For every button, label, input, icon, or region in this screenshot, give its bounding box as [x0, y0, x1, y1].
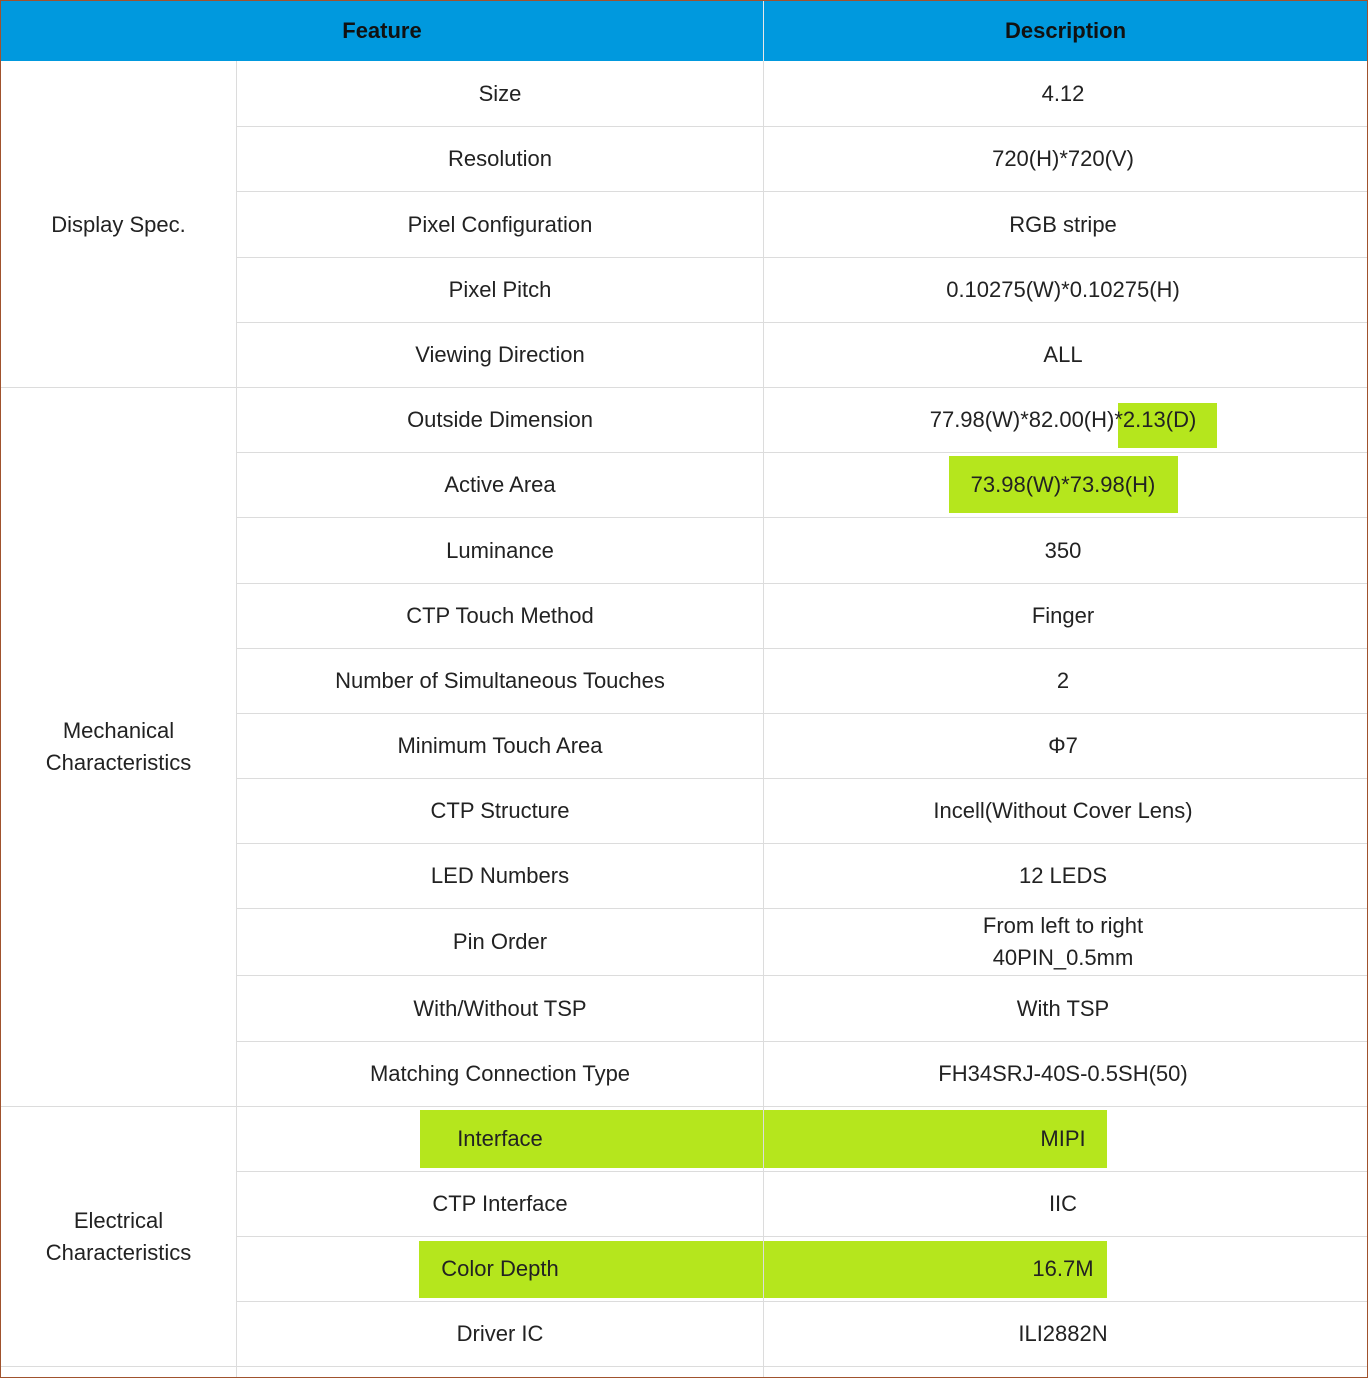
feature-cell: CTP Structure — [430, 798, 570, 823]
description-cell: Φ7 — [1048, 733, 1078, 758]
feature-cell: Matching Connection Type — [369, 1061, 631, 1086]
feature-cell: With/Without TSP — [413, 995, 587, 1021]
feature-cell: Number of Simultaneous Touches — [335, 668, 665, 693]
group-label-display-spec: Display Spec. — [51, 211, 186, 237]
feature-cell: Pin Order — [452, 929, 548, 954]
feature-cell: Viewing Direction — [415, 342, 585, 367]
feature-cell: Outside Dimension — [407, 407, 593, 432]
feature-cell: Pixel Pitch — [448, 277, 552, 302]
feature-cell: LED Numbers — [430, 863, 570, 888]
feature-cell: CTP Interface — [432, 1191, 568, 1216]
description-cell: Finger — [1031, 603, 1095, 628]
table-header — [1, 1, 1367, 61]
description-cell: ALL — [1043, 342, 1083, 367]
description-cell: 73.98(W)*73.98(H) — [970, 472, 1156, 497]
group-label-mechanical: Mechanical Characteristics — [45, 718, 192, 775]
group-label-electrical: Electrical Characteristics — [45, 1207, 192, 1265]
description-text: 77.98(W)*82.00(H) — [929, 407, 1115, 432]
feature-cell: Size — [478, 81, 522, 106]
description-cell: RGB stripe — [1009, 211, 1117, 237]
header-feature: Feature — [342, 18, 422, 43]
feature-cell: Driver IC — [456, 1321, 544, 1346]
description-cell: FH34SRJ-40S-0.5SH(50) — [938, 1061, 1188, 1086]
description-cell: Incell(Without Cover Lens) — [933, 798, 1193, 823]
feature-cell: Active Area — [444, 472, 556, 497]
description-cell: 16.7M — [1032, 1256, 1094, 1281]
description-cell: 0.10275(W)*0.10275(H) — [946, 277, 1180, 302]
description-highlight-text: *2.13(D) — [1114, 407, 1197, 432]
feature-cell: Interface — [457, 1126, 543, 1151]
description-cell: ILI2882N — [1018, 1321, 1108, 1346]
header-description: Description — [1004, 18, 1127, 43]
grid-hline-group-separator — [1, 1366, 1367, 1367]
description-cell: IIC — [1048, 1191, 1078, 1216]
feature-cell: Resolution — [448, 146, 552, 171]
description-cell: 720(H)*720(V) — [992, 146, 1134, 171]
feature-cell: Pixel Configuration — [407, 211, 593, 237]
description-cell-outside-dimension — [764, 388, 1362, 452]
description-cell: 350 — [1044, 537, 1082, 563]
description-cell: With TSP — [1016, 995, 1110, 1021]
description-cell: MIPI — [1040, 1126, 1086, 1151]
feature-cell: Color Depth — [441, 1256, 559, 1281]
feature-cell: Luminance — [446, 537, 554, 563]
description-cell: From left to right 40PIN_0.5mm — [982, 913, 1144, 970]
description-cell: 4.12 — [1041, 81, 1085, 106]
feature-cell: Minimum Touch Area — [397, 733, 603, 758]
feature-cell: CTP Touch Method — [406, 603, 594, 628]
description-cell: 12 LEDS — [1018, 863, 1108, 888]
description-cell: 2 — [1056, 668, 1070, 693]
